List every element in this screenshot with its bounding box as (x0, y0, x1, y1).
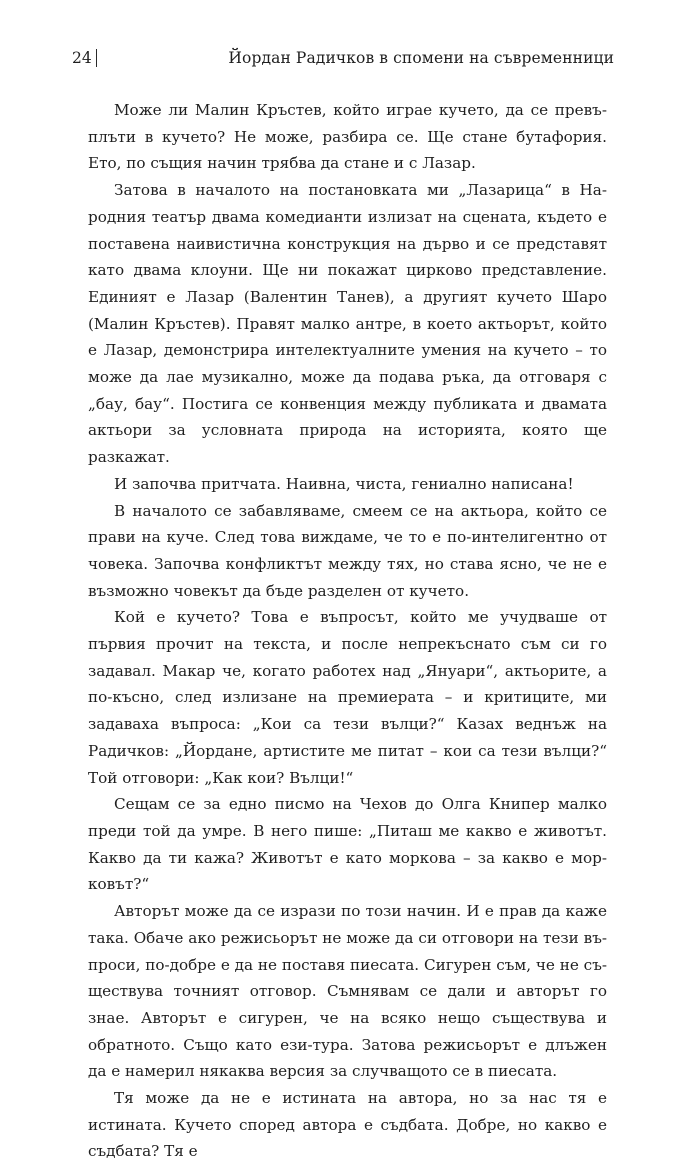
paragraph: И започва притчата. Наивна, чиста, гениално написана! (114, 474, 574, 493)
body-text (88, 97, 607, 1165)
paragraph: Може ли Малин Кръстев, който играе кучето, да се превъплъти в кучето? Не може, разбира се. Ще стане бутафория. Ето, по същия начин трябва да стане и с Лазар. (88, 101, 607, 173)
paragraph: Кой е кучето? Това е въпросът, който ме учудваше от първия прочит на текста, и после непрекъснато съм си го задавал. Макар че, когато работех над „Януари“, актьорите, а по-късно, след излизане на премиерата – и критиците, ми задаваха въпроса: „Кои са тези вълци?“ Казах веднъж на Радичков: „Йордане, артистите ме питат – кои са тези вълци?“ Той отговори: „Как кои? Вълци!“ (88, 608, 607, 787)
running-head (72, 46, 614, 70)
paragraph: Тя може да не е истината на автора, но за нас тя е истината. Кучето според автора е съдбата. Добре, но какво е съдбата? Тя е (88, 1089, 607, 1161)
page-number: 24 (72, 49, 92, 67)
paragraph: Авторът може да се изрази по този начин. И е прав да каже така. Обаче ако режисьорът не може да си отговори на тези въпроси, по-добре е да не поставя пиесата. Сигурен съм, че не съществува точният отговор. Съмнявам се дали и авторът го знае. Авторът е сигурен, че на всяко нещо съществува и обратното. Също като ези-тура. Затова режисьорът е длъжен да е намерил някаква версия за случващото се в пиесата. (88, 902, 607, 1081)
paragraph: В началото се забавляваме, смеем се на актьора, който се прави на куче. След това виждаме, че то е по-интелигентно от човека. Започва конфликтът между тях, но става ясно, че не е възможно човекът да бъде разделен от кучето. (88, 501, 607, 600)
paragraph: Сещам се за едно писмо на Чехов до Олга Книпер малко преди той да умре. В него пише: „Питаш ме какво е животът. Какво да ти кажа? Животът е като моркова – за какво е морковът?“ (88, 795, 607, 894)
paragraph: Затова в началото на постановката ми „Лазарица“ в Народния театър двама комедианти излизат на сцената, където е поставена наивистична конструкция на дърво и се представят като двама клоуни. Ще ни покажат цирково представление. Единият е Лазар (Валентин Танев), а другият кучето Шаро (Малин Кръстев). Правят малко антре, в което актьорът, който е Лазар, демонстрира интелектуалните умения на кучето – то може да лае музикално, може да подава ръка, да отговаря с „бау, бау“. Постига се конвенция между публиката и двамата актьори за условната природа на историята, която ще разкажат. (88, 181, 607, 467)
running-title: Йордан Радичков в спомени на съвременници (228, 49, 614, 67)
header-divider (96, 49, 97, 67)
